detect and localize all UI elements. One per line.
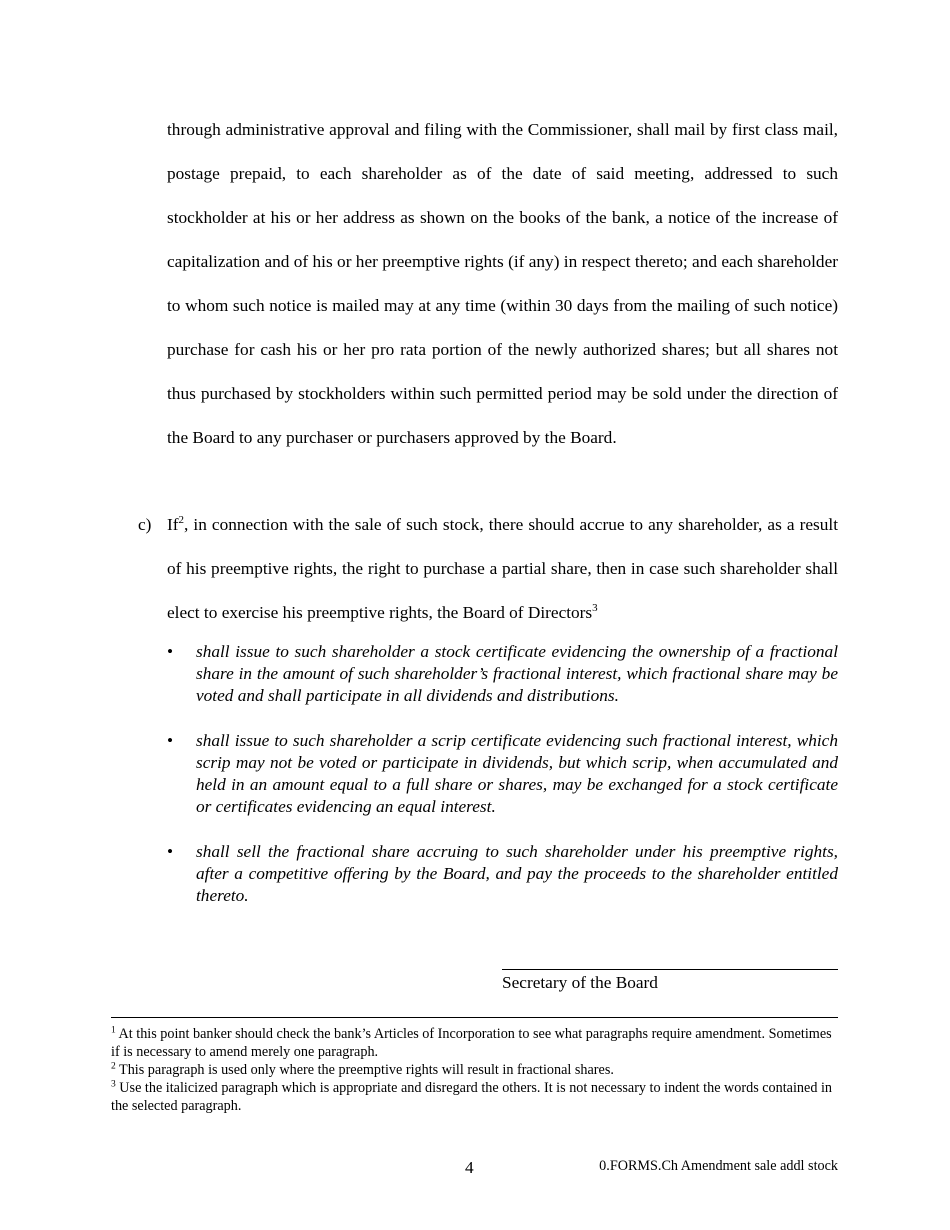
paragraph-c-text — [167, 503, 838, 635]
file-reference: 0.FORMS.Ch Amendment sale addl stock — [599, 1158, 838, 1174]
footnote-2 — [111, 1061, 838, 1079]
footnote-divider — [111, 1017, 838, 1018]
footnote-3 — [111, 1079, 838, 1115]
paragraph-c-rest: , in connection with the sale of such stock, there should accrue to any shareholder, as a result of his preemptive rights, the right to purchase a partial share, then in case such shareholder shall elect to exercise his preemptive rights, the Board of Directors — [167, 515, 838, 622]
bullet-icon: • — [167, 731, 174, 750]
footnote-ref-2: 2 — [178, 514, 185, 527]
footnote-number: 1 — [111, 1025, 116, 1036]
body-paragraph: through administrative approval and filing with the Commissioner, shall mail by first class mail, postage prepaid, to each shareholder as of the date of said meeting, addressed to such stockholder at his or her address as shown on the books of the bank, a notice of the increase of capitalization and of his or her preemptive rights (if any) in respect thereto; and each shareholder to whom such notice is mailed may at any time (within 30 days from the mailing of such notice) purchase for cash his or her pro rata portion of the newly authorized shares; but all shares not thus purchased by stockholders within such permitted period may be sold under the direction of the Board to any purchaser or purchasers approved by the Board. — [167, 120, 838, 447]
footnote-text: This paragraph is used only where the preemptive rights will result in fractional shares. — [115, 1062, 614, 1078]
footnote-1 — [111, 1025, 838, 1061]
footnote-text: Use the italicized paragraph which is appropriate and disregard the others. It is not necessary to indent the words contained in the selected paragraph. — [111, 1080, 832, 1114]
option-item — [167, 841, 838, 907]
paragraph-c-marker: c) — [138, 515, 152, 534]
signature-line — [502, 969, 838, 970]
paragraph-c-lead: If — [167, 515, 179, 534]
option-item — [167, 730, 838, 818]
footnotes — [111, 1025, 838, 1115]
footnote-number: 2 — [111, 1061, 116, 1072]
option-text: shall issue to such shareholder a scrip certificate evidencing such fractional interest, which scrip may not be voted or participate in dividends, but which scrip, when accumulated and held in an amount equal to a full share or shares, may be exchanged for a stock certificate or certificates evidencing an equal interest. — [196, 731, 838, 816]
option-list — [167, 641, 838, 930]
option-text: shall issue to such shareholder a stock certificate evidencing the ownership of a fractional share in the amount of such shareholder’s fractional interest, which fractional share may be voted and shall participate in all dividends and distributions. — [196, 642, 838, 705]
paragraph-c — [138, 503, 838, 635]
footnote-number: 3 — [111, 1079, 116, 1090]
bullet-icon: • — [167, 842, 174, 861]
option-text: shall sell the fractional share accruing to such shareholder under his preemptive rights, after a competitive offering by the Board, and pay the proceeds to the shareholder entitled thereto. — [196, 842, 838, 905]
option-item — [167, 641, 838, 707]
footnote-ref-3: 3 — [592, 602, 598, 615]
signature-label: Secretary of the Board — [502, 973, 658, 992]
footnote-text: At this point banker should check the bank’s Articles of Incorporation to see what paragraphs require amendment. Sometimes if is necessary to amend merely one paragraph. — [111, 1026, 832, 1060]
bullet-icon: • — [167, 642, 174, 661]
page-number: 4 — [465, 1158, 474, 1177]
